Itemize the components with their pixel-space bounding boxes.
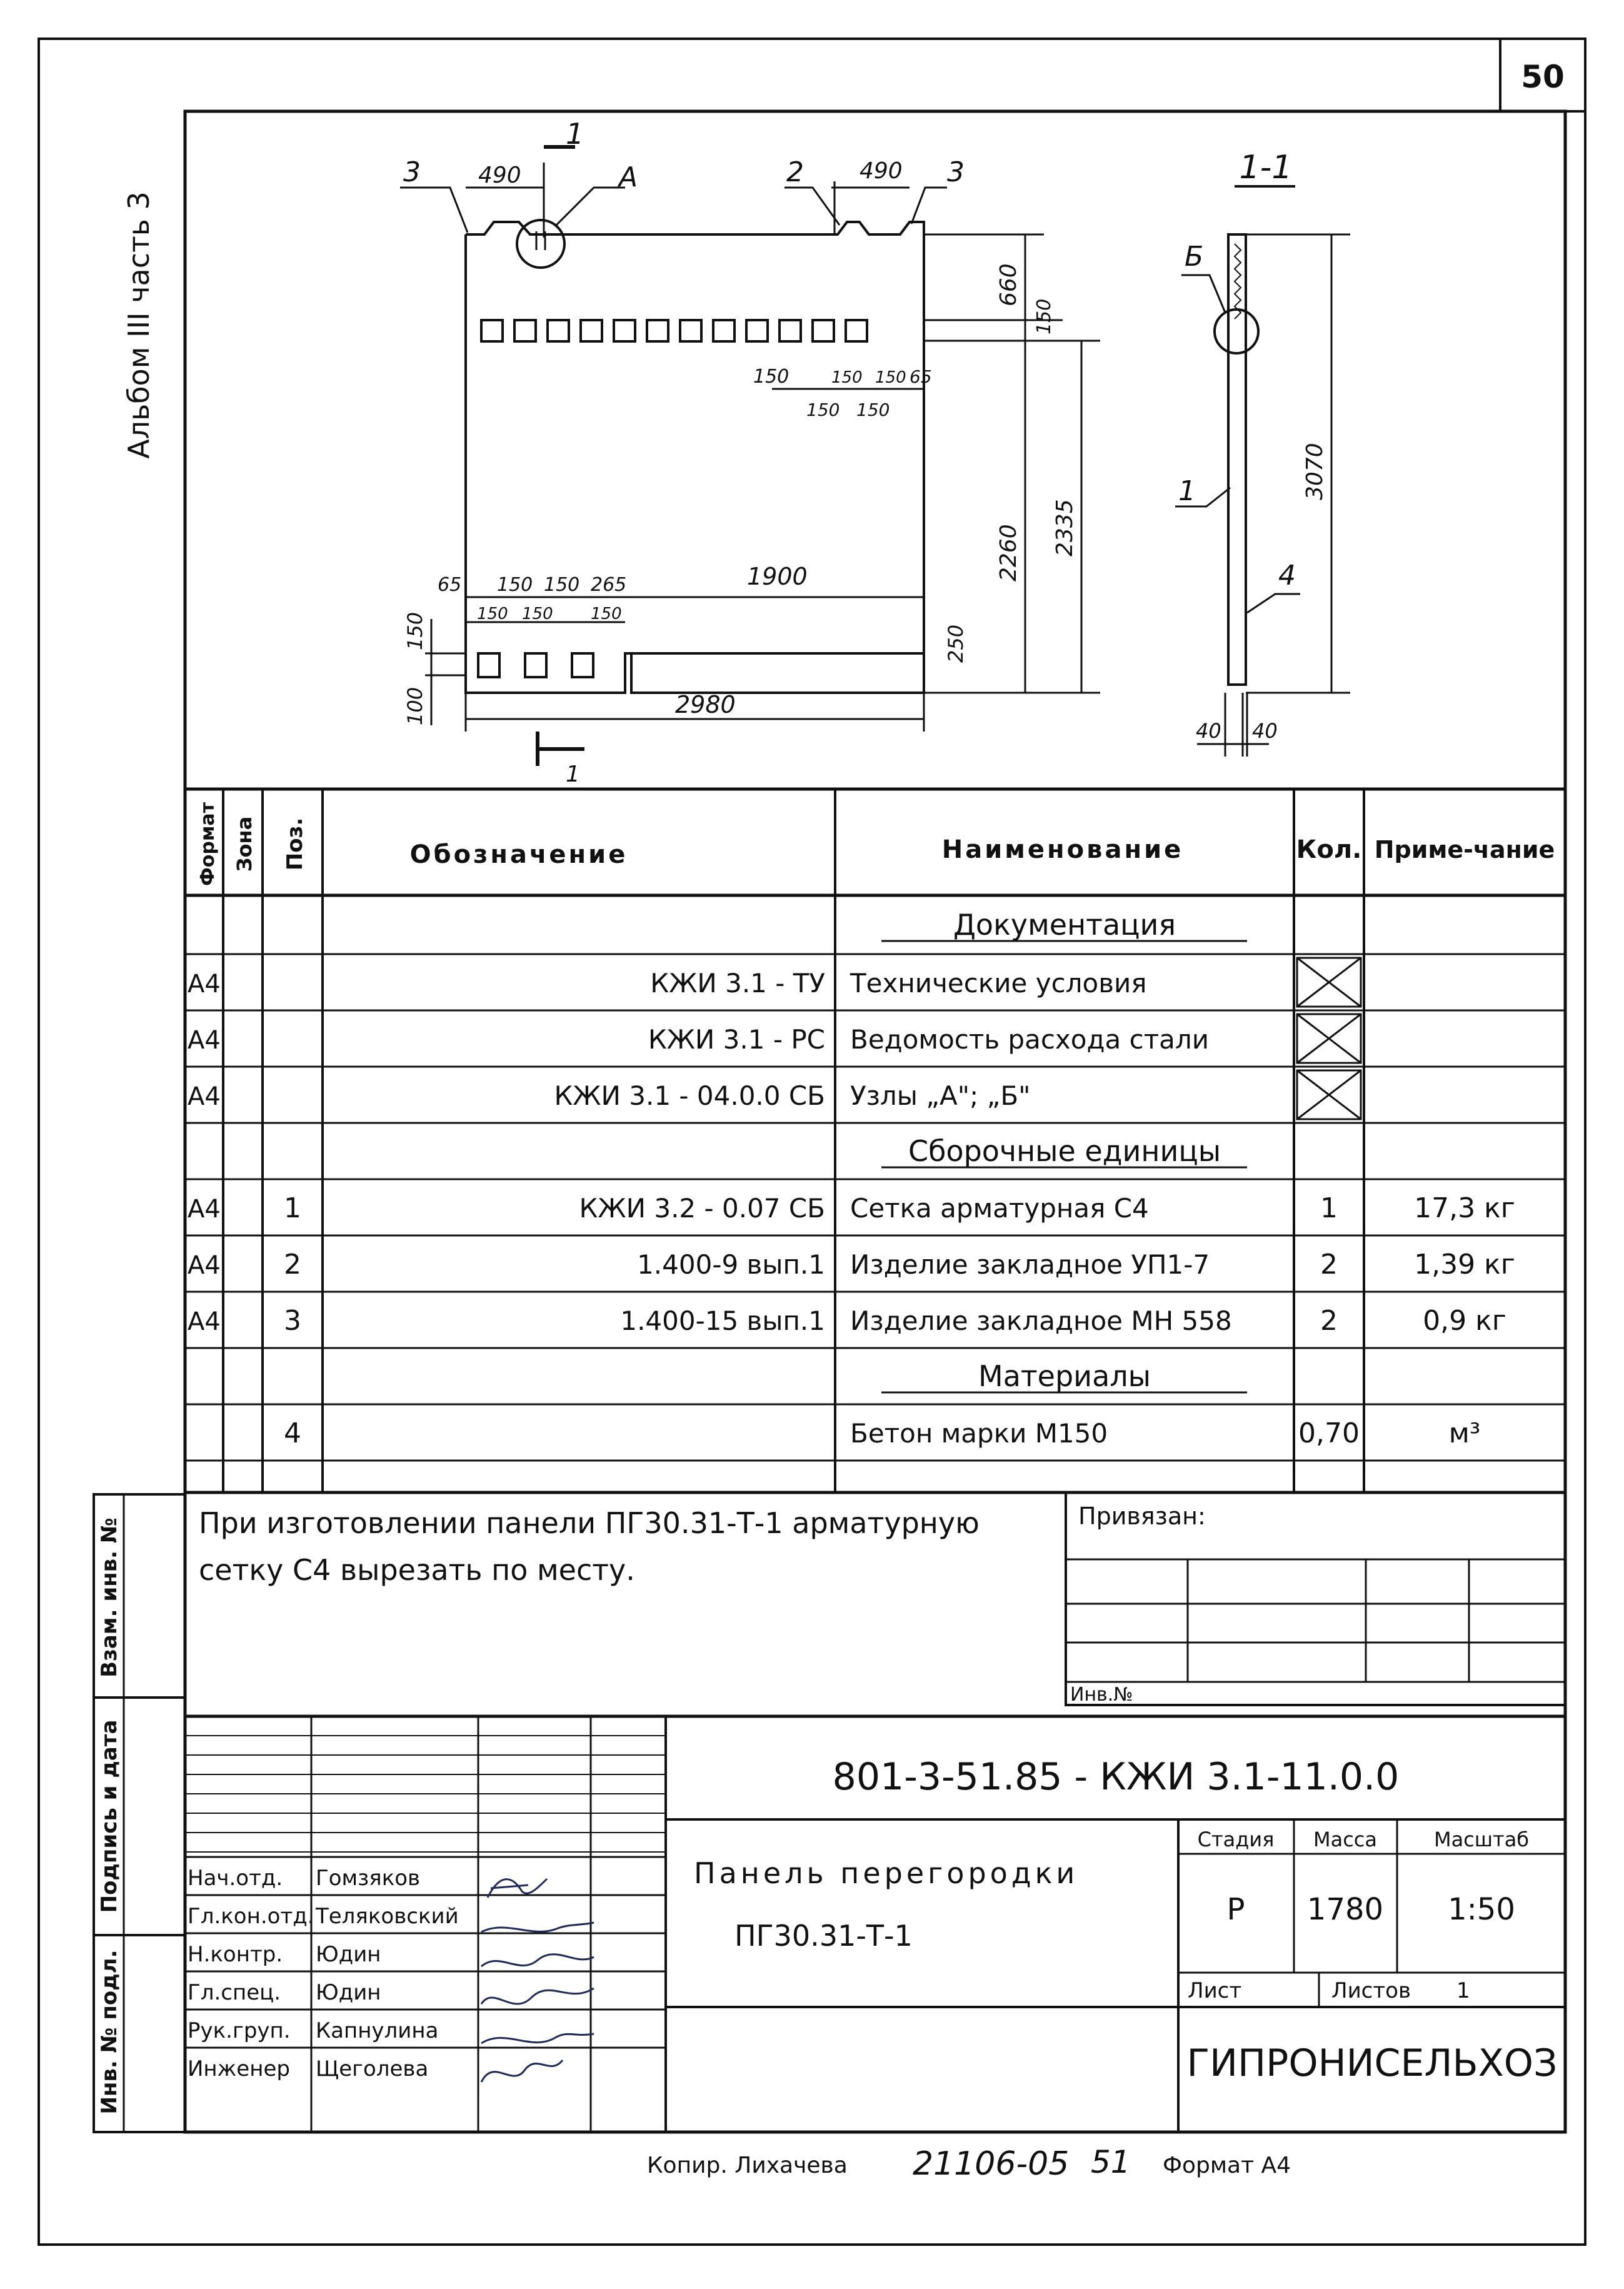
signer-name: Теляковский [316, 1904, 459, 1929]
cell-name: Изделие закладное МН 558 [850, 1305, 1232, 1336]
inv-no-label: Инв.№ [1070, 1684, 1133, 1706]
cell-name: Ведомость расхода стали [850, 1024, 1210, 1055]
callout-pos3b: 3 [947, 156, 965, 188]
callout-pos1: 1 [1178, 475, 1196, 507]
cell-qty: 1 [1320, 1192, 1338, 1224]
mass-label: Масса [1313, 1828, 1378, 1851]
dim-lower-150b: 150 [544, 574, 580, 596]
title-line-1: Панель перегородки [694, 1856, 1079, 1890]
dim-lower-150e: 150 [591, 605, 622, 623]
stamp-podpis: Подпись и дата [97, 1719, 122, 1913]
dim-lower-65: 65 [438, 574, 462, 596]
footer-copied: Копир. Лихачева [647, 2153, 848, 2178]
cell-qty: 2 [1320, 1249, 1338, 1280]
opening [548, 320, 569, 341]
cell-name: Бетон марки М150 [850, 1418, 1108, 1449]
cell-format: А4 [188, 970, 221, 999]
section-label: 1-1 [1239, 149, 1293, 186]
scale-value: 1:50 [1448, 1892, 1515, 1927]
stage-value: Р [1226, 1892, 1245, 1927]
callout-pos4: 4 [1278, 560, 1296, 591]
signer-role: Гл.спец. [188, 1980, 281, 2005]
dim-upper-150e: 150 [856, 400, 890, 420]
cell-designation: КЖИ 3.2 - 0.07 СБ [579, 1193, 825, 1224]
notes-area [185, 1492, 1565, 1706]
dim-lower-150a: 150 [497, 574, 533, 596]
signer-name: Гомзяков [316, 1866, 421, 1891]
cell-pos: 3 [284, 1305, 301, 1337]
footer-order: 21106-05 [913, 2145, 1070, 2183]
lower-openings-row [478, 653, 593, 677]
dim-left-100: 100 [403, 687, 427, 725]
header-note: Приме-чание [1374, 836, 1555, 863]
callout-pos3a: 3 [403, 156, 421, 188]
header-format: Формат [197, 802, 219, 886]
cell-pos: 1 [284, 1192, 301, 1224]
signer-row [188, 1866, 420, 1891]
cell-name: Изделие закладное УП1-7 [850, 1249, 1210, 1280]
cell-format: А4 [188, 1195, 221, 1224]
dim-1900: 1900 [747, 563, 808, 590]
cell-designation: 1.400-15 вып.1 [620, 1305, 825, 1336]
dim-150-right: 150 [1033, 298, 1055, 335]
title-line-2: ПГ30.31-Т-1 [734, 1919, 913, 1953]
signer-name: Юдин [316, 1980, 381, 2005]
table-row [188, 1014, 1361, 1063]
signatures [481, 1879, 594, 2082]
dim-lower-150d: 150 [522, 605, 553, 623]
dim-2335: 2335 [1052, 499, 1078, 556]
footer-num: 51 [1091, 2144, 1131, 2180]
signer-row [188, 1980, 381, 2005]
cell-note: м³ [1448, 1417, 1481, 1449]
callout-node-a: А [619, 161, 638, 193]
stamp-inv-podl: Инв. № подл. [97, 1949, 122, 2115]
opening [813, 320, 834, 341]
dim-40-right: 40 [1252, 719, 1278, 743]
cell-name: Сетка арматурная С4 [850, 1193, 1149, 1224]
header-qty: Кол. [1296, 835, 1362, 864]
cut-mark-top: 1 [566, 117, 584, 151]
footer-format: Формат А4 [1163, 2153, 1291, 2178]
footer [647, 2144, 1291, 2183]
note-line-1: При изготовлении панели ПГ30.31-Т-1 арматурную [199, 1506, 980, 1540]
cell-format: А4 [188, 1026, 221, 1055]
side-stamp [94, 1494, 185, 2132]
cell-name: Узлы „А"; „Б" [850, 1080, 1031, 1111]
cell-name: Технические условия [850, 968, 1147, 999]
signer-name: Капнулина [316, 2018, 439, 2043]
cell-qty: 2 [1320, 1305, 1338, 1337]
dim-2260: 2260 [996, 524, 1021, 581]
opening [525, 653, 546, 677]
signer-row [188, 1942, 381, 1967]
table-row [881, 908, 1247, 942]
cell-note: 1,39 кг [1414, 1249, 1515, 1280]
drawing-labels [403, 117, 1328, 787]
mass-value: 1780 [1306, 1892, 1384, 1927]
sheets-value: 1 [1456, 1978, 1470, 2003]
dim-upper-150d: 150 [806, 400, 840, 420]
opening [779, 320, 801, 341]
stamp-vzam: Взам. инв. № [97, 1517, 122, 1678]
note-line-2: сетку С4 вырезать по месту. [199, 1553, 635, 1587]
dim-upper-150c: 150 [875, 368, 906, 387]
node-a-circle [517, 220, 564, 268]
opening [614, 320, 635, 341]
opening [713, 320, 734, 341]
opening [647, 320, 668, 341]
table-row [188, 1070, 1361, 1119]
opening [572, 653, 593, 677]
spec-table [185, 789, 1565, 1492]
signer-name: Щеголева [316, 2056, 429, 2081]
opening [746, 320, 768, 341]
dim-upper-65: 65 [910, 366, 932, 387]
signer-role: Рук.груп. [188, 2018, 291, 2043]
cell-designation: КЖИ 3.1 - РС [648, 1024, 825, 1055]
album-note: Альбом III часть 3 [122, 191, 156, 459]
cell-format: А4 [188, 1251, 221, 1280]
table-row [188, 958, 1361, 1007]
panel-elevation [400, 147, 1350, 766]
opening [846, 320, 867, 341]
dim-490-right: 490 [860, 158, 903, 184]
signer-name: Юдин [316, 1942, 381, 1967]
header-pos: Поз. [283, 817, 308, 871]
doc-code: 801-3-51.85 - КЖИ 3.1-11.0.0 [832, 1755, 1400, 1799]
stage-label: Стадия [1197, 1828, 1275, 1851]
signer-row [188, 2056, 428, 2081]
tied-label: Привязан: [1078, 1502, 1206, 1530]
signer-row [188, 1904, 459, 1929]
cell-section-title: Документация [953, 908, 1176, 942]
table-row [188, 1192, 1515, 1224]
opening [514, 320, 536, 341]
org-name: ГИПРОНИСЕЛЬХОЗ [1186, 2041, 1558, 2085]
cell-pos: 2 [284, 1249, 301, 1280]
table-row [188, 1305, 1506, 1337]
signer-role: Гл.кон.отд. [188, 1904, 314, 1929]
signer-role: Инженер [188, 2056, 290, 2081]
title-block [185, 1716, 1565, 2132]
cell-designation: КЖИ 3.1 - 04.0.0 СБ [554, 1080, 825, 1111]
opening [581, 320, 602, 341]
cell-pos: 4 [284, 1417, 301, 1449]
cell-format: А4 [188, 1307, 221, 1336]
cell-section-title: Материалы [978, 1359, 1151, 1393]
cell-section-title: Сборочные единицы [908, 1134, 1221, 1168]
page-number: 50 [1521, 59, 1565, 95]
page-number-box [1500, 39, 1585, 111]
opening [481, 320, 503, 341]
dim-right-250: 250 [944, 624, 968, 663]
cell-format: А4 [188, 1082, 221, 1111]
dim-upper-150a: 150 [753, 366, 789, 388]
signer-role: Н.контр. [188, 1942, 283, 1967]
upper-openings-row [481, 320, 867, 341]
scale-label: Масштаб [1433, 1828, 1530, 1851]
sheets-label: Листов [1331, 1978, 1411, 2003]
dim-lower-265: 265 [591, 574, 627, 596]
table-row [284, 1417, 1480, 1449]
cell-note: 17,3 кг [1414, 1192, 1515, 1224]
cell-designation: КЖИ 3.1 - ТУ [650, 968, 825, 999]
dim-lower-150c: 150 [477, 605, 508, 623]
dim-2980: 2980 [675, 691, 736, 718]
dim-upper-150b: 150 [831, 368, 863, 387]
cut-mark-bottom: 1 [566, 762, 580, 787]
dim-660: 660 [996, 263, 1021, 306]
table-row [881, 1134, 1247, 1168]
table-row [188, 1249, 1515, 1280]
signer-row [188, 2018, 438, 2043]
header-name: Наименование [941, 835, 1184, 864]
table-row [881, 1359, 1247, 1393]
callout-node-b: Б [1185, 241, 1204, 273]
people-rows [188, 1866, 459, 2081]
dim-490-left: 490 [478, 163, 521, 188]
opening [478, 653, 499, 677]
dim-left-150: 150 [403, 611, 427, 650]
cell-qty: 0,70 [1298, 1417, 1360, 1449]
cell-note: 0,9 кг [1423, 1305, 1506, 1337]
opening [680, 320, 701, 341]
cell-designation: 1.400-9 вып.1 [637, 1249, 825, 1280]
header-zone: Зона [233, 816, 256, 872]
sheet-label: Лист [1188, 1978, 1242, 2003]
signer-role: Нач.отд. [188, 1866, 283, 1891]
header-designation: Обозначение [409, 840, 628, 869]
dim-3070: 3070 [1302, 443, 1328, 500]
dim-40-left: 40 [1196, 719, 1221, 743]
callout-pos2: 2 [786, 156, 804, 188]
